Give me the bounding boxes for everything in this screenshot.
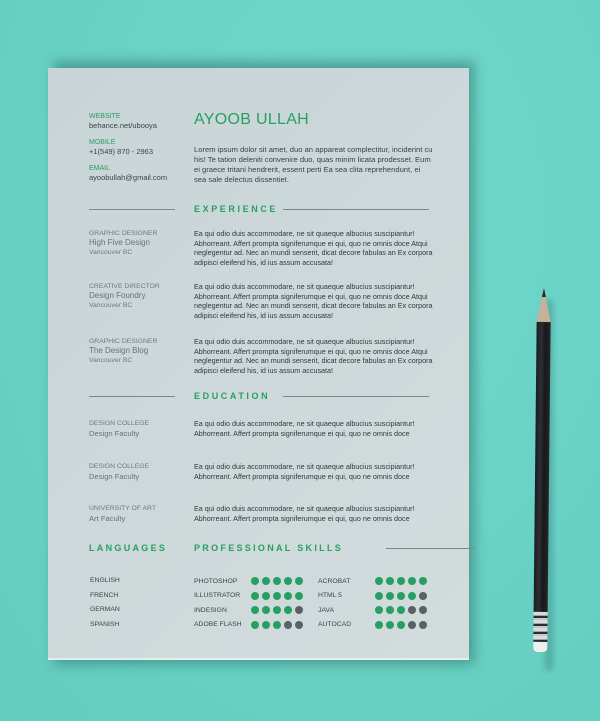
languages-list [90, 574, 120, 632]
skill-dot-filled [262, 621, 270, 629]
skill-dot-filled [408, 592, 416, 600]
education-description: Ea qui odio duis accommodare, ne sit quaeque albucius suscipiantur! Abhorreant. Affert prompta signiferumque ei qui, quo ne omnis doce [194, 504, 415, 523]
skill-dot-filled [375, 606, 383, 614]
skill-dot-filled [251, 592, 259, 600]
email-label: EMAIL [89, 165, 111, 172]
resume-sheet [48, 68, 469, 660]
skill-dot-filled [273, 577, 281, 585]
skill-dot-empty [419, 621, 427, 629]
experience-entry [89, 282, 433, 320]
skill-dot-filled [284, 577, 292, 585]
language-item: GERMAN [90, 606, 120, 613]
skill-name: PHOTOSHOP [194, 577, 238, 585]
skill-dot-filled [397, 592, 405, 600]
divider-line [283, 396, 429, 397]
skill-dot-empty [295, 606, 303, 614]
skill-dot-filled [397, 621, 405, 629]
language-item: ENGLISH [90, 577, 120, 584]
skill-rating [375, 606, 427, 614]
school-name: UNIVERSITY OF ART [89, 505, 156, 512]
skill-row [194, 574, 303, 589]
skill-name: ADOBE FLASH [194, 621, 242, 629]
job-description: Ea qui odio duis accommodare, ne sit quaeque albucius suscipiantur! Abhorreant. Affert prompta signiferumque ei qui, quo ne omnis doce Atqui neglegentur ad. Nec an mundi senserit, dicat decore fabulas an Ex corpora adipisci eleifend his, id ius assum accusata! [194, 337, 433, 375]
skills-column-2 [318, 574, 427, 632]
mobile-label: MOBILE [89, 139, 116, 146]
job-company: Design Foundry [89, 291, 146, 300]
job-location: Vancouver BC [89, 302, 133, 309]
skill-rating [251, 577, 303, 585]
job-location: Vancouver BC [89, 357, 133, 364]
job-description: Ea qui odio duis accommodare, ne sit quaeque albucius suscipiantur! Abhorreant. Affert prompta signiferumque ei qui, quo ne omnis doce Atqui neglegentur ad. Nec an mundi senserit, dicat decore fabulas an Ex corpora adipisci eleifend his, id ius assum accusata! [194, 282, 433, 320]
skill-rating [375, 577, 427, 585]
skill-rating [251, 621, 303, 629]
skill-dot-filled [262, 577, 270, 585]
job-role: CREATIVE DIRECTOR [89, 283, 160, 290]
education-title: EDUCATION [194, 391, 271, 401]
skill-dot-filled [284, 592, 292, 600]
website-value: behance.net/ubooya [89, 121, 157, 130]
divider-line [386, 548, 475, 549]
experience-entry [89, 229, 433, 267]
skill-name: HTML 5 [318, 592, 342, 600]
job-company: High Five Design [89, 238, 150, 247]
skill-name: ILLUSTRATOR [194, 592, 241, 600]
education-heading [89, 390, 429, 402]
skill-row [318, 589, 427, 604]
skill-dot-filled [262, 606, 270, 614]
skill-dot-filled [408, 577, 416, 585]
divider-line [89, 209, 175, 210]
skill-dot-filled [419, 577, 427, 585]
skill-dot-filled [295, 592, 303, 600]
education-entry [89, 504, 429, 524]
skill-dot-filled [375, 621, 383, 629]
skill-dot-filled [273, 606, 281, 614]
skill-row [194, 603, 303, 618]
pencil-lead [542, 288, 546, 297]
candidate-name: AYOOB ULLAH [194, 111, 310, 128]
skill-row [318, 618, 427, 633]
education-description: Ea qui odio duis accommodare, ne sit quaeque albucius suscipiantur! Abhorreant. Affert prompta signiferumque ei qui, quo ne omnis doce [194, 419, 415, 438]
faculty-name: Art Faculty [89, 514, 126, 523]
faculty-name: Design Faculty [89, 472, 140, 481]
skill-dot-filled [251, 621, 259, 629]
divider-line [283, 209, 429, 210]
language-item: FRENCH [90, 591, 119, 599]
skill-dot-filled [251, 577, 259, 585]
skill-dot-filled [284, 606, 292, 614]
skill-dot-empty [408, 621, 416, 629]
skill-row [194, 589, 303, 604]
language-item: SPANISH [90, 620, 120, 628]
intro-paragraph: Lorem ipsum dolor sit amet, duo an appareat complectitur, inciderint cu his! Te tation deleniti convenire duo, quas minim licata prodesset. Eum ei graece tritani hendrerit, essent perti Ea sea clita reprehendunt, ei sea sale delectus dissentiet. [194, 145, 433, 184]
skill-dot-filled [273, 621, 281, 629]
skill-dot-filled [386, 621, 394, 629]
mobile-value: +1(549) 870 - 2963 [89, 147, 154, 156]
skill-name: INDESIGN [194, 606, 227, 614]
skill-dot-filled [295, 577, 303, 585]
skill-rating [251, 592, 303, 600]
skill-dot-empty [284, 621, 292, 629]
skill-dot-empty [419, 592, 427, 600]
pencil-ferrule [533, 612, 547, 642]
skill-dot-filled [375, 577, 383, 585]
skill-rating [375, 621, 427, 629]
skill-rating [375, 592, 427, 600]
skill-dot-filled [375, 592, 383, 600]
school-name: DESIGN COLLEGE [89, 463, 150, 470]
skill-dot-filled [386, 577, 394, 585]
skills-title: PROFESSIONAL SKILLS [194, 543, 344, 553]
skill-rating [251, 606, 303, 614]
skill-name: AUTOCAD [318, 621, 352, 629]
skill-dot-filled [262, 592, 270, 600]
experience-entry [89, 337, 433, 375]
skill-dot-filled [386, 592, 394, 600]
job-location: Vancouver BC [89, 249, 133, 256]
school-name: DESIGN COLLEGE [89, 420, 150, 427]
education-entry [89, 462, 429, 482]
languages-title: LANGUAGES [89, 543, 168, 553]
education-description: Ea qui odio duis accommodare, ne sit quaeque albucius suscipiantur! Abhorreant. Affert prompta signiferumque ei qui, quo ne omnis doce [194, 462, 415, 481]
skill-row [318, 603, 427, 618]
website-label: WEBSITE [89, 113, 121, 120]
faculty-name: Design Faculty [89, 429, 140, 438]
job-description: Ea qui odio duis accommodare, ne sit quaeque albucius suscipiantur! Abhorreant. Affert prompta signiferumque ei qui, quo ne omnis doce Atqui neglegentur ad. Nec an mundi senserit, dicat decore fabulas an Ex corpora adipisci eleifend his, id ius assum accusata! [194, 229, 433, 267]
education-entry [89, 419, 429, 439]
skill-dot-empty [295, 621, 303, 629]
job-role: GRAPHIC DESIGNER [89, 230, 158, 237]
skill-dot-filled [273, 592, 281, 600]
skill-row [194, 618, 303, 633]
experience-heading [89, 203, 429, 215]
job-company: The Design Blog [89, 346, 149, 355]
skill-name: JAVA [318, 606, 334, 614]
skill-dot-filled [251, 606, 259, 614]
skill-name: ACROBAT [318, 577, 351, 585]
divider-line [89, 396, 175, 397]
pencil-eraser [533, 642, 547, 652]
skill-dot-empty [408, 606, 416, 614]
skill-dot-filled [386, 606, 394, 614]
job-role: GRAPHIC DESIGNER [89, 338, 158, 345]
email-value: ayoobullah@gmail.com [89, 173, 168, 182]
skill-dot-filled [397, 606, 405, 614]
header-block [194, 111, 434, 185]
experience-title: EXPERIENCE [194, 204, 279, 214]
skill-dot-filled [397, 577, 405, 585]
skill-dot-empty [419, 606, 427, 614]
skill-row [318, 574, 427, 589]
contact-block [89, 112, 189, 190]
skills-column-1 [194, 574, 303, 632]
